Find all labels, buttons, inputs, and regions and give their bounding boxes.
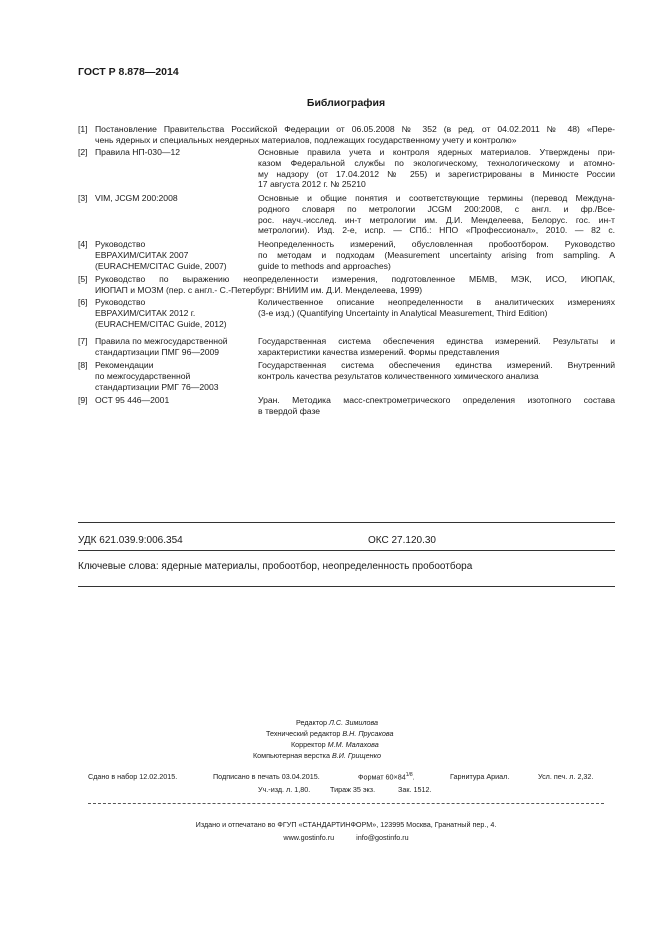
oks-code: ОКС 27.120.30 (368, 535, 436, 546)
bib-source-line: Правила НП-030—12 (95, 147, 181, 157)
bib-entry-number: [9] (78, 395, 88, 405)
bib-source-line: ЕВРАХИМ/СИТАК 2012 г. (95, 307, 196, 318)
bib-source-line: Руководство (95, 297, 146, 307)
bib-entry-source (95, 336, 255, 358)
bib-text-line: Основные и общие понятия и соответствующие термины (перевод Междуна- (258, 193, 615, 203)
bib-text-line: по методам и подходам (Measurement uncertainty arising from sampling. A (258, 249, 615, 260)
bib-text-line: 17 августа 2012 г. № 25210 (258, 179, 366, 190)
bib-source-line: по межгосударственной (95, 370, 191, 381)
bib-text-line: казом Федеральной службы по экологическому, технологическому и атомно- (258, 157, 615, 168)
print-order: Зак. 1512. (398, 785, 432, 794)
bib-entry-description (258, 193, 615, 236)
bib-source-line: (EURACHEM/CITAC Guide, 2007) (95, 260, 227, 271)
bib-entry-source (95, 147, 255, 158)
bib-entry-number: [3] (78, 193, 88, 203)
bib-text-line: Государственная система обеспечения единства измерений. Внутренний (258, 360, 615, 370)
bib-text-line: родного словаря по метрологии JCGM 200:2008, с англ. и фр./Все- (258, 203, 615, 214)
credit-layout (253, 750, 381, 761)
bib-text-line: Неопределенность измерений, обусловленная пробоотбором. Руководство (258, 239, 615, 249)
bib-entry-number: [8] (78, 360, 88, 370)
print-signed: Подписано в печать 03.04.2015. (213, 772, 320, 781)
bib-source-line: (EURACHEM/CITAC Guide, 2012) (95, 318, 227, 329)
credit-editor (296, 717, 378, 728)
bib-text-line: Постановление Правительства Российской Федерации от 06.05.2008 № 352 (в ред. от 04.02.2011 № 48) «Пере- (95, 124, 615, 134)
bib-entry-source (95, 297, 255, 329)
publisher-email-link[interactable]: info@gostinfo.ru (356, 833, 409, 842)
print-pub-sheets: Уч.-изд. л. 1,80. (258, 785, 311, 794)
print-sent: Сдано в набор 12.02.2015. (88, 772, 178, 781)
bib-text-line: му надзору (от 17.04.2012 № 255) и зарегистрированы в Минюсте России (258, 168, 615, 179)
publisher-block (0, 818, 661, 844)
credit-label: Технический редактор (266, 729, 341, 738)
bib-entry-number: [6] (78, 297, 88, 307)
keywords: Ключевые слова: ядерные материалы, пробоотбор, неопределенность пробоотбора (78, 561, 473, 572)
bib-text-line: характеристики качества измерений. Формы представления (258, 346, 500, 357)
publisher-website-link[interactable]: www.gostinfo.ru (283, 833, 335, 842)
bib-entry-description (258, 239, 615, 271)
bib-text-line: Уран. Методика масс-спектрометрического определения изотопного состава (258, 395, 615, 405)
print-run: Тираж 35 экз. (330, 785, 376, 794)
bibliography-title: Библиография (306, 97, 386, 109)
publisher-address: Издано и отпечатано во ФГУП «СТАНДАРТИНФОРМ», 123995 Москва, Гранатный пер., 4. (195, 820, 497, 829)
credit-name: Л.С. Зимилова (328, 718, 379, 727)
bib-source-line: VIM, JCGM 200:2008 (95, 193, 178, 203)
bib-text-line: (3-е изд.) (Quantifying Uncertainty in Analytical Measurement, Third Edition) (258, 307, 548, 318)
bib-text-line: рос. науч.-исслед. ин-т метрологии им. Д.И. Менделеева, Белорус. гос. ин-т (258, 214, 615, 225)
credit-name: М.М. Малахова (327, 740, 379, 749)
bib-entry-text (95, 124, 615, 146)
divider-top (78, 522, 615, 523)
print-typeface: Гарнитура Ариал. (450, 772, 510, 781)
bib-entry-description (258, 395, 615, 417)
publisher-contacts (0, 831, 661, 844)
bib-entry-description (258, 297, 615, 319)
document-header: ГОСТ Р 8.878—2014 (78, 66, 179, 78)
bib-entry-source (95, 360, 255, 392)
credit-corrector (291, 739, 379, 750)
print-sheets: Усл. печ. л. 2,32. (538, 772, 594, 781)
credit-label: Редактор (296, 718, 327, 727)
credit-label: Корректор (291, 740, 326, 749)
bib-text-line: метрологии). Изд. 2-е, испр. — СПб.: НПО «Профессионал», 2010. — 82 с. (258, 225, 615, 236)
bib-text-line: Основные правила учета и контроля ядерных материалов. Утверждены при- (258, 147, 615, 157)
bib-text-line: Количественное описание неопределенности в аналитических измерениях (258, 297, 615, 307)
bib-entry-number: [1] (78, 124, 88, 134)
divider-bottom (78, 586, 615, 587)
bib-text-line: guide to methods and approaches) (258, 260, 391, 271)
bib-entry-number: [7] (78, 336, 88, 346)
bib-text-line: Руководство по выражению неопределенности измерения, подготовленное МБМВ, МЭК, ИСО, ИЮПАК, (95, 274, 615, 284)
credit-label: Компьютерная верстка (253, 751, 330, 760)
bib-text-line: в твердой фазе (258, 405, 321, 416)
bib-text-line: Государственная система обеспечения единства измерений. Результаты и (258, 336, 615, 346)
divider-middle (78, 550, 615, 551)
bib-text-line: ИЮПАП и МОЗМ (пер. с англ.- С.-Петербург: ВНИИМ им. Д.И. Менделеева, 1999) (95, 284, 423, 295)
bib-entry-description (258, 336, 615, 358)
divider-dashed (88, 803, 604, 804)
bib-source-line: стандартизации РМГ 76—2003 (95, 381, 219, 392)
bib-entry-source (95, 395, 255, 406)
bib-entry-number: [2] (78, 147, 88, 157)
bib-entry-text (95, 274, 615, 296)
bib-text-line: контроль качества результатов количественного химического анализа (258, 370, 539, 381)
bib-entry-number: [5] (78, 274, 88, 284)
bib-source-line: Руководство (95, 239, 146, 249)
print-format-fraction: 1/8 (405, 772, 413, 778)
credit-name: В.Н. Прусакова (342, 729, 394, 738)
bib-entry-number: [4] (78, 239, 88, 249)
bib-source-line: стандартизации ПМГ 96—2009 (95, 346, 220, 357)
bib-entry-source (95, 193, 255, 204)
bib-entry-description (258, 147, 615, 190)
credit-tech-editor (266, 728, 393, 739)
bib-source-line: Правила по межгосударственной (95, 336, 228, 346)
bib-source-line: ЕВРАХИМ/СИТАК 2007 (95, 249, 189, 260)
print-format-text: Формат 60×84 (358, 772, 406, 782)
bib-entry-source (95, 239, 255, 271)
bib-source-line: Рекомендации (95, 360, 154, 370)
udk-code: УДК 621.039.9:006.354 (78, 535, 183, 546)
print-format: Формат $60\times 84^{1/8}$. (358, 772, 415, 782)
bib-source-line: ОСТ 95 446—2001 (95, 395, 170, 405)
credit-name: В.И. Грищенко (331, 751, 381, 760)
bib-entry-description (258, 360, 615, 382)
bib-text-line: чень ядерных и специальных неядерных материалов, подлежащих государственному учету и контролю» (95, 134, 517, 145)
